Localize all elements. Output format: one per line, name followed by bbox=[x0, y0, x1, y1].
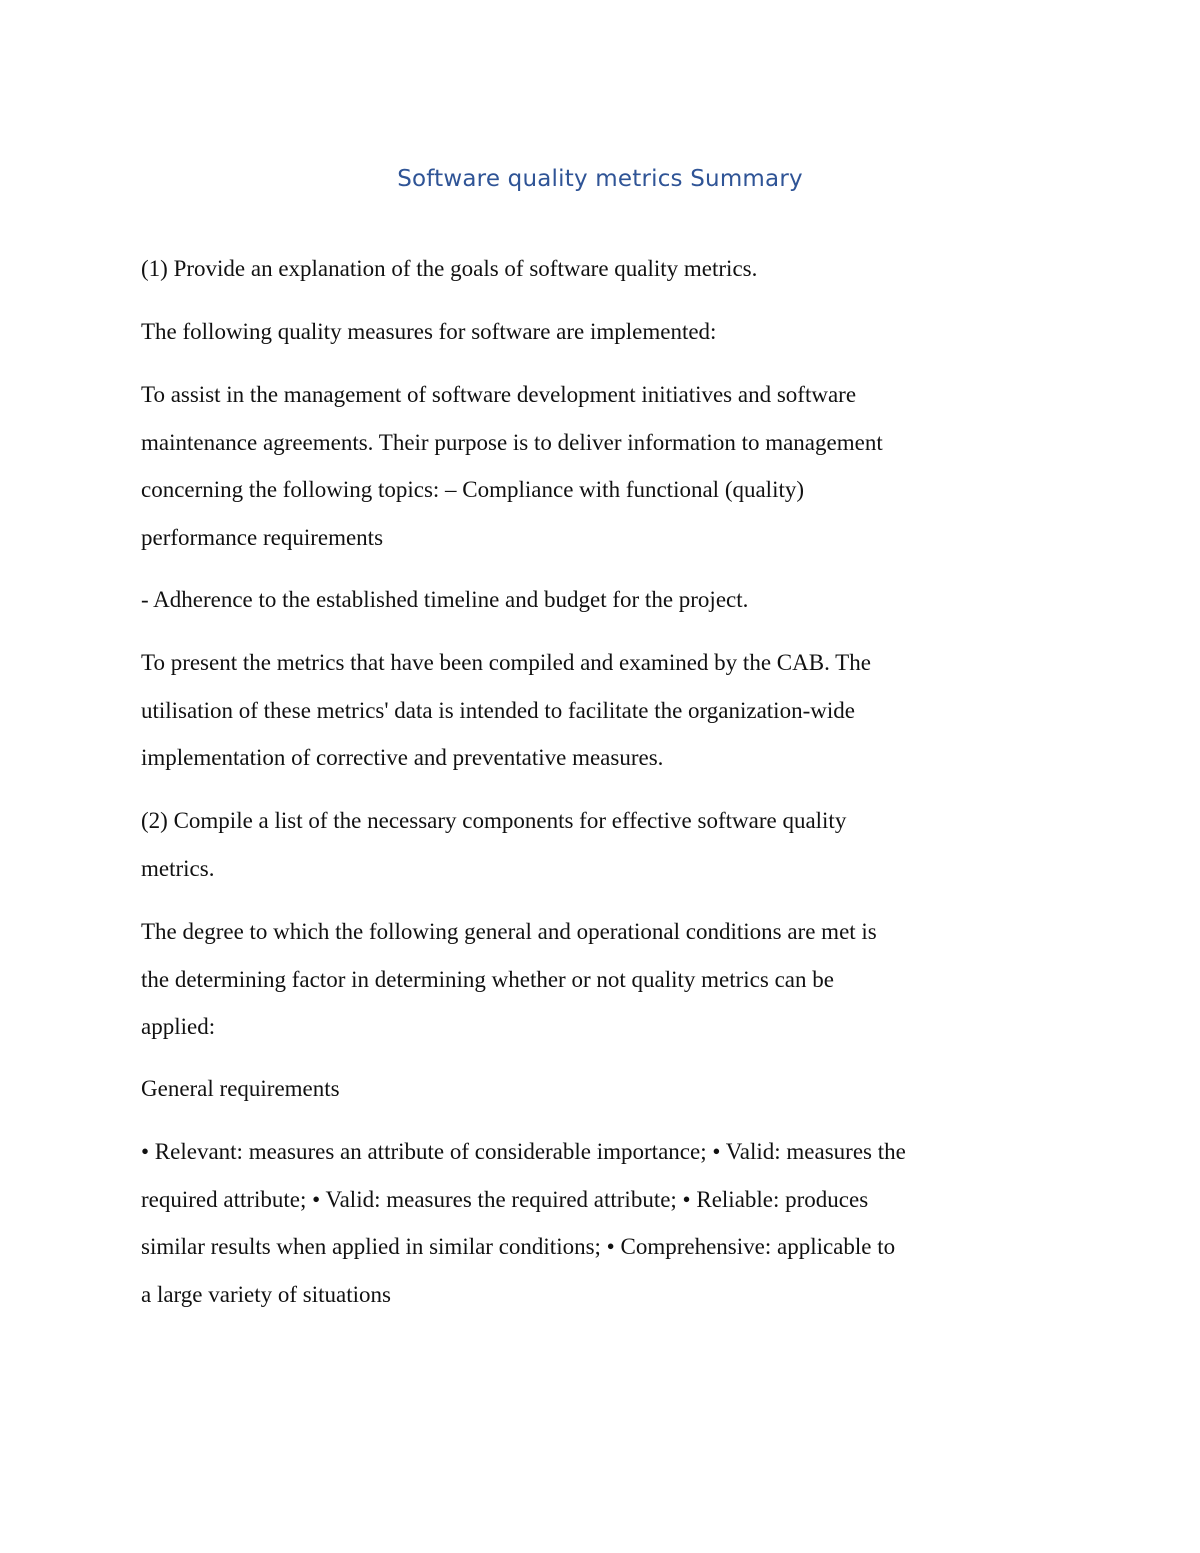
text-line: The degree to which the following general and operational conditions are met is bbox=[141, 919, 877, 944]
text-line: a large variety of situations bbox=[141, 1281, 391, 1307]
text-line: utilisation of these metrics' data is intended to facilitate the organization-wide bbox=[141, 697, 855, 723]
text-line: implementation of corrective and preventative measures. bbox=[141, 745, 664, 770]
paragraph-measures-intro bbox=[141, 308, 1081, 356]
document-title: Software quality metrics Summary bbox=[397, 166, 803, 192]
text-line: metrics. bbox=[141, 855, 215, 881]
paragraph-goals-question bbox=[141, 245, 1081, 293]
text-line: To present the metrics that have been compiled and examined by the CAB. The bbox=[141, 650, 871, 675]
text-line: concerning the following topics: – Compliance with functional (quality) bbox=[141, 477, 805, 502]
section-heading-general-requirements bbox=[141, 1065, 1081, 1113]
text-line: performance requirements bbox=[141, 524, 384, 550]
text-line: maintenance agreements. Their purpose is to deliver information to management bbox=[141, 429, 883, 455]
text-line: (2) Compile a list of the necessary components for effective software quality bbox=[141, 808, 847, 833]
text-line: To assist in the management of software development initiatives and software bbox=[141, 382, 857, 407]
paragraph-conditions bbox=[141, 908, 1081, 1051]
text-line: General requirements bbox=[141, 1076, 340, 1101]
paragraph-components-question bbox=[141, 797, 1081, 892]
paragraph-timeline-budget bbox=[141, 576, 1081, 624]
paragraph-requirements-list bbox=[141, 1128, 1081, 1318]
paragraph-management-purpose bbox=[141, 371, 1081, 561]
text-line: (1) Provide an explanation of the goals of software quality metrics. bbox=[141, 256, 758, 281]
paragraph-cab-metrics bbox=[141, 639, 1081, 782]
text-line: applied: bbox=[141, 1014, 216, 1039]
text-line: similar results when applied in similar conditions; • Comprehensive: applicable to bbox=[141, 1234, 896, 1259]
text-line: • Relevant: measures an attribute of considerable importance; • Valid: measures the bbox=[141, 1139, 906, 1164]
text-line: - Adherence to the established timeline and budget for the project. bbox=[141, 587, 749, 612]
text-line: the determining factor in determining whether or not quality metrics can be bbox=[141, 966, 834, 992]
text-line: required attribute; • Valid: measures the required attribute; • Reliable: produces bbox=[141, 1186, 869, 1212]
text-line: The following quality measures for software are implemented: bbox=[141, 319, 717, 344]
